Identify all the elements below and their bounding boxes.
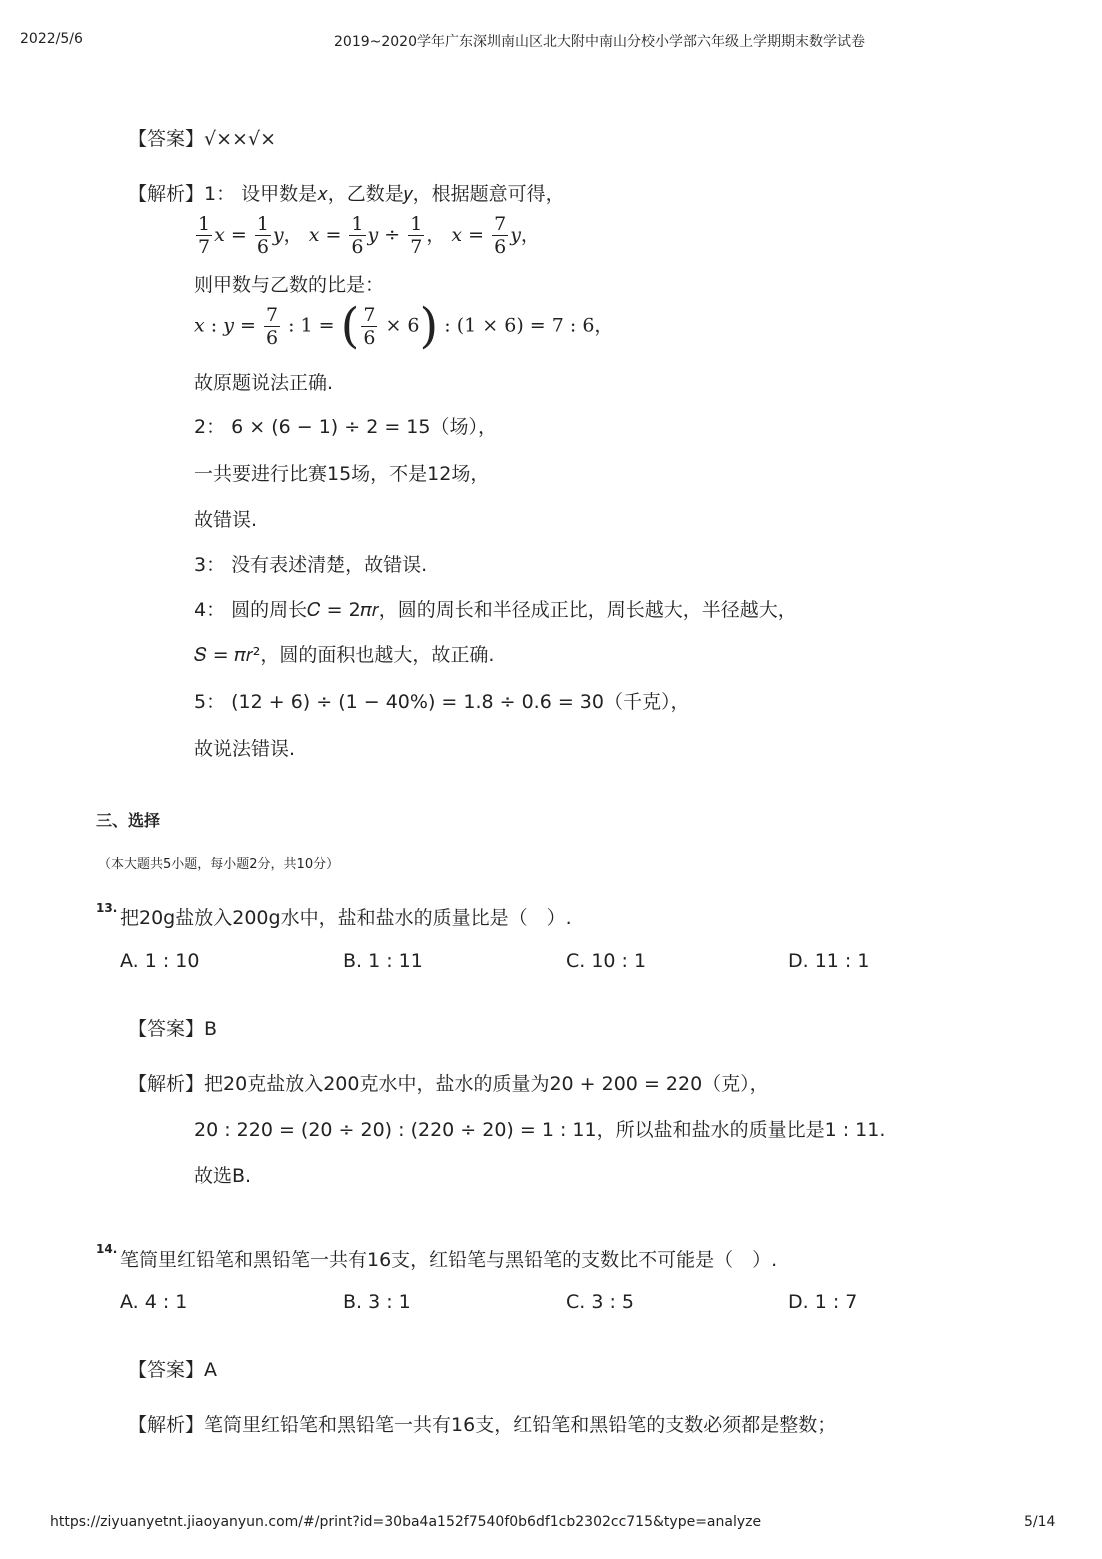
fraction-equation-1: $\frac{1}{7}$ x = $\frac{1}{6}$ y， x = $\frac{1}{6}$ y ÷ $\frac{1}{7}$ ， x = $\frac{7}{6}$ y， bbox=[198, 213, 540, 258]
analysis-line-11: 𝑆 = 𝜋𝑟²，圆的面积也越大，故正确. bbox=[194, 644, 495, 666]
print-date: 2022/5/6 bbox=[20, 31, 83, 47]
analysis-line-1 bbox=[128, 1410, 836, 1437]
answer-label: 【答案】 bbox=[128, 128, 205, 150]
answer-label: 【答案】 bbox=[128, 1359, 205, 1381]
analysis-line-1 bbox=[128, 1069, 769, 1096]
analysis-line-9: 3： 没有表述清楚，故错误. bbox=[194, 554, 428, 576]
analysis-line-6: 2： 6 × (6 − 1) ÷ 2 = 15（场）， bbox=[194, 416, 497, 438]
ratio-intro: 则甲数与乙数的比是： bbox=[194, 274, 385, 296]
analysis-line-8: 故错误. bbox=[194, 509, 258, 531]
option-d: D. 1 : 7 bbox=[788, 1291, 858, 1313]
question-text: 把20g盐放入200g水中，盐和盐水的质量比是（ ）. bbox=[120, 907, 572, 929]
analysis-label: 【解析】 bbox=[128, 1073, 205, 1095]
analysis-line-3: 故选B. bbox=[194, 1165, 252, 1187]
option-c: C. 3 : 5 bbox=[566, 1291, 635, 1313]
answer-value: A bbox=[204, 1359, 218, 1381]
analysis-text: 1： 设甲数是𝑥，乙数是𝑦，根据题意可得， bbox=[204, 183, 565, 205]
analysis-line-1 bbox=[128, 179, 565, 206]
answer-value: B bbox=[204, 1018, 218, 1040]
answer-block bbox=[128, 1014, 217, 1041]
ratio-equation: x : y = $\frac{7}{6}$ : 1 = ( $\frac{7}{6}$ × 6) : (1 × 6) = 7 : 6， bbox=[194, 298, 614, 354]
analysis-text: 把20克盐放入200克水中，盐水的质量为20 + 200 = 220（克）， bbox=[204, 1073, 769, 1095]
option-b: B. 1 : 11 bbox=[343, 950, 423, 972]
answer-value: √××√× bbox=[204, 128, 276, 150]
analysis-text: 笔筒里红铅笔和黑铅笔一共有16支，红铅笔和黑铅笔的支数必须都是整数； bbox=[204, 1414, 837, 1436]
analysis-line-7: 一共要进行比赛15场，不是12场， bbox=[194, 463, 490, 485]
question-number: 14. bbox=[96, 1242, 118, 1256]
option-a: A. 4 : 1 bbox=[120, 1291, 188, 1313]
analysis-line-10: 4： 圆的周长𝐶 = 2𝜋𝑟，圆的周长和半径成正比，周长越大，半径越大， bbox=[194, 599, 797, 621]
question-text: 笔筒里红铅笔和黑铅笔一共有16支，红铅笔与黑铅笔的支数比不可能是（ ）. bbox=[120, 1249, 778, 1271]
option-a: A. 1 : 10 bbox=[120, 950, 200, 972]
answer-label: 【答案】 bbox=[128, 1018, 205, 1040]
section-note: （本大题共5小题，每小题2分，共10分） bbox=[98, 857, 340, 872]
analysis-label: 【解析】 bbox=[128, 1414, 205, 1436]
document-title: 2019~2020学年广东深圳南山区北大附中南山分校小学部六年级上学期期末数学试卷 bbox=[334, 34, 865, 50]
analysis-line-13: 故说法错误. bbox=[194, 738, 296, 760]
analysis-line-5: 故原题说法正确. bbox=[194, 372, 334, 394]
answer-block bbox=[128, 1355, 217, 1382]
question-number: 13. bbox=[96, 901, 118, 915]
option-d: D. 11 : 1 bbox=[788, 950, 870, 972]
option-c: C. 10 : 1 bbox=[566, 950, 647, 972]
page-number: 5/14 bbox=[1024, 1514, 1056, 1530]
page-url[interactable]: https://ziyuanyetnt.jiaoyanyun.com/#/print?id=30ba4a152f7540f0b6df1cb2302cc715&type=analyze bbox=[50, 1514, 762, 1530]
section-title: 三、选择 bbox=[96, 811, 161, 830]
analysis-label: 【解析】 bbox=[128, 183, 205, 205]
option-b: B. 3 : 1 bbox=[343, 1291, 411, 1313]
answer-block bbox=[128, 124, 276, 151]
analysis-line-2: 20 : 220 = (20 ÷ 20) : (220 ÷ 20) = 1 : 11，所以盐和盐水的质量比是1 : 11. bbox=[194, 1119, 886, 1141]
analysis-line-12: 5： (12 + 6) ÷ (1 − 40%) = 1.8 ÷ 0.6 = 30（千克）， bbox=[194, 691, 690, 713]
